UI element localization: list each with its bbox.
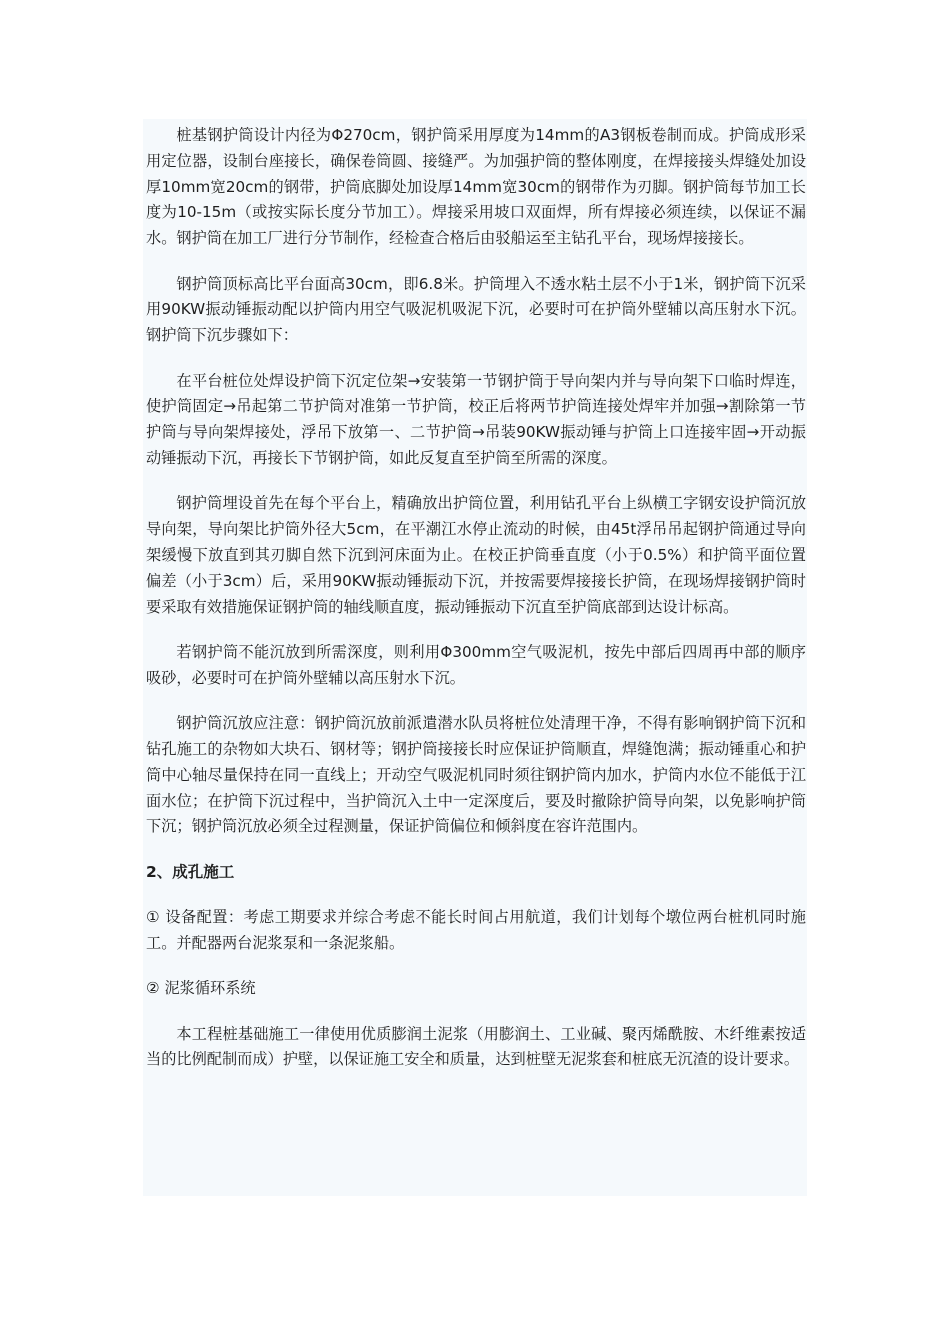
paragraph-casing-elevation: 钢护筒顶标高比平台面高30cm，即6.8米。护筒埋入不透水粘土层不小于1米，钢护筒下沉采用90KW振动锤振动配以护筒内用空气吸泥机吸泥下沉，必要时可在护筒外壁辅以高压射水下沉。钢护筒下沉步骤如下： bbox=[146, 274, 806, 345]
paragraph-bentonite: 本工程桩基础施工一律使用优质膨润土泥浆（用膨润土、工业碱、聚丙烯酰胺、木纤维素按适当的比例配制而成）护壁，以保证施工安全和质量，达到桩壁无泥浆套和桩底无沉渣的设计要求。 bbox=[146, 1024, 806, 1069]
paragraph-precautions: 钢护筒沉放应注意：钢护筒沉放前派遣潜水队员将桩位处清理干净，不得有影响钢护筒下沉和钻孔施工的杂物如大块石、钢材等；钢护筒接接长时应保证护筒顺直，焊缝饱满；振动锤重心和护筒中心轴尽量保持在同一直线上；开动空气吸泥机同时须往钢护筒内加水，护筒内水位不能低于江面水位；在护筒下沉过程中，当护筒沉入土中一定深度后，要及时撤除护筒导向架，以免影响护筒下沉；钢护筒沉放必须全过程测量，保证护筒偏位和倾斜度在容许范围内。 bbox=[146, 714, 806, 836]
paragraph-sinking-steps: 在平台桩位处焊设护筒下沉定位架→安装第一节钢护筒于导向架内并与导向架下口临时焊连，使护筒固定→吊起第二节护筒对准第一节护筒，校正后将两节护筒连接处焊牢并加强→割除第一节护筒与导向架焊接处，浮吊下放第一、二节护筒→吊装90KW振动锤与护筒上口连接牢固→开动振动锤振动下沉，再接长下节钢护筒，如此反复直至护筒至所需的深度。 bbox=[146, 371, 806, 467]
paragraph-casing-embedding: 钢护筒埋设首先在每个平台上，精确放出护筒位置，利用钻孔平台上纵横工字钢安设护筒沉放导向架，导向架比护筒外径大5cm，在平潮江水停止流动的时候，由45t浮吊吊起钢护筒通过导向架缓慢下放直到其刃脚自然下沉到河床面为止。在校正护筒垂直度（小于0.5%）和护筒平面位置偏差（小于3cm）后，采用90KW振动锤振动下沉，并按需要焊接接长护筒，在现场焊接钢护筒时要采取有效措施保证钢护筒的轴线顺直度，振动锤振动下沉直至护筒底部到达设计标高。 bbox=[146, 494, 806, 616]
document-body bbox=[143, 119, 807, 1196]
section-heading: 2、成孔施工 bbox=[146, 862, 235, 881]
list-item-equipment: ① 设备配置：考虑工期要求并综合考虑不能长时间占用航道，我们计划每个墩位两台桩机同时施工。并配器两台泥浆泵和一条泥浆船。 bbox=[146, 908, 806, 952]
paragraph-casing-design: 桩基钢护筒设计内径为Φ270cm，钢护筒采用厚度为14mm的A3钢板卷制而成。护筒成形采用定位器，设制台座接长，确保卷筒圆、接缝严。为加强护筒的整体刚度，在焊接接头焊缝处加设厚10mm宽20cm的钢带，护筒底脚处加设厚14mm宽30cm的钢带作为刃脚。钢护筒每节加工长度为10-15m（或按实际长度分节加工）。焊接采用坡口双面焊，所有焊接必须连续，以保证不漏水。钢护筒在加工厂进行分节制作，经检查合格后由驳船运至主钻孔平台，现场焊接接长。 bbox=[146, 126, 806, 248]
list-item-mud-circulation: ② 泥浆循环系统 bbox=[146, 979, 256, 998]
paragraph-air-lift: 若钢护筒不能沉放到所需深度，则利用Φ300mm空气吸泥机，按先中部后四周再中部的顺序吸砂，必要时可在护筒外壁辅以高压射水下沉。 bbox=[146, 642, 806, 687]
